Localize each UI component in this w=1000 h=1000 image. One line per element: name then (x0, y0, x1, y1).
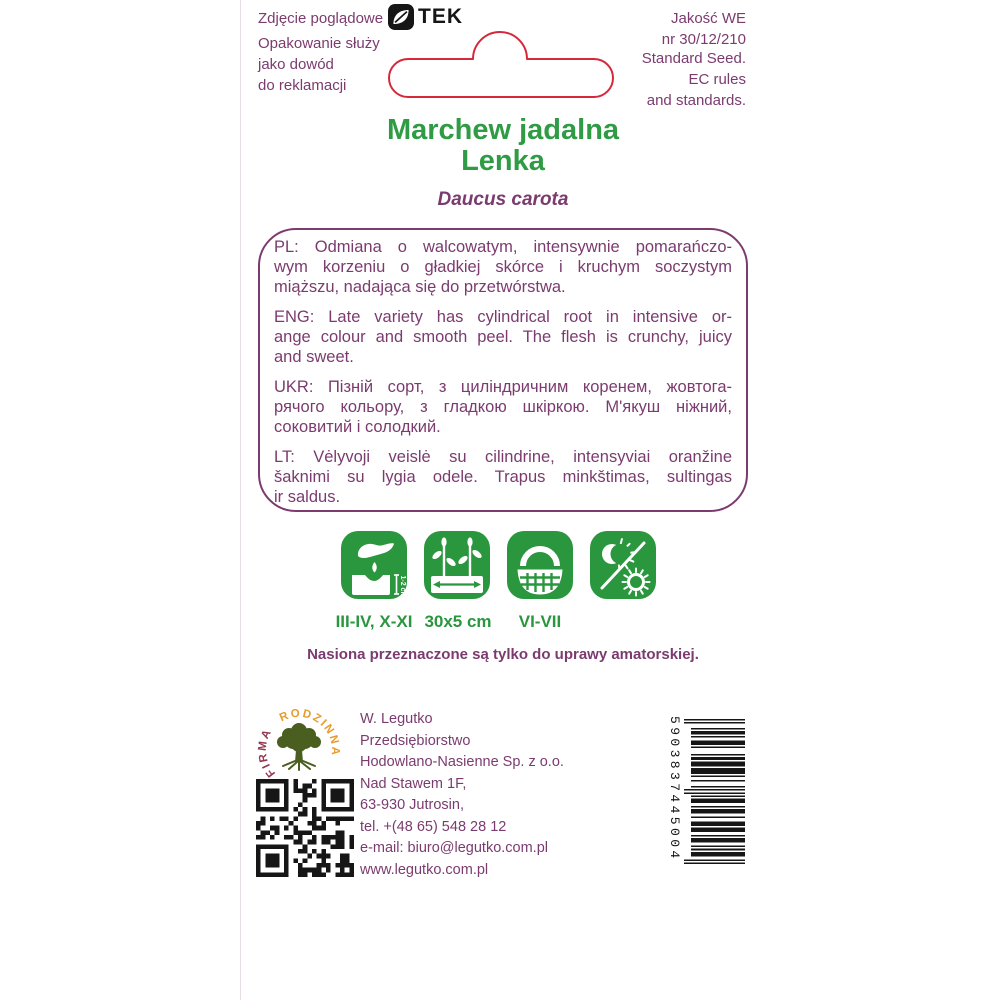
sowing-depth-icon (341, 531, 407, 599)
desc-line: wym korzeniu o gładkiej skórce i kruchym soczystym (274, 258, 732, 276)
price-label-outline (387, 31, 615, 100)
company-address (360, 709, 564, 881)
qr-code (256, 779, 354, 877)
product-title-line1: Marchew jadalna (386, 114, 620, 146)
logo-arc-firma: FIRMA (256, 726, 278, 780)
tek-wordmark: TEK (418, 5, 463, 28)
photo-note: Zdjęcie poglądowe (258, 10, 384, 27)
latin-name: Daucus carota (437, 189, 569, 210)
description-box (258, 228, 748, 512)
packet-fold-line (240, 0, 241, 1000)
standard-line: EC rules (688, 71, 746, 88)
address-line: Przedsiębiorstwo (360, 732, 471, 749)
desc-line: LT: Vėlyvoji veislė su cilindrine, intensyviai oranžine (274, 448, 732, 466)
logo-arc-rodzinna: RODZINNA (277, 707, 342, 758)
address-line: www.legutko.com.pl (360, 861, 489, 878)
spacing-label: 30x5 cm (424, 612, 492, 631)
desc-line: соковитий і солодкий. (274, 418, 441, 436)
desc-line: and sweet. (274, 348, 354, 366)
packaging-note-line: Opakowanie służy (258, 35, 380, 52)
amateur-use-note: Nasiona przeznaczone są tylko do uprawy amatorskiej. (307, 646, 699, 663)
standard-line: and standards. (646, 92, 746, 109)
product-title (258, 115, 748, 177)
desc-line: ange colour and smooth peel. The flesh is crunchy, juicy (274, 328, 732, 346)
desc-line: ir saldus. (274, 488, 341, 506)
address-line: W. Legutko (360, 711, 433, 727)
product-title-line2: Lenka (461, 145, 545, 177)
desc-line: miąższu, nadająca się do przetwórstwa. (274, 278, 566, 296)
packaging-note-line: do reklamacji (258, 77, 347, 94)
tree-roots (283, 761, 315, 770)
sow-depth-text: 1-2 cm (399, 575, 406, 598)
spacing-icon (424, 531, 490, 599)
packaging-note (258, 33, 380, 96)
barcode-bars (684, 719, 745, 864)
barcode-digits: 5903837445004 (667, 716, 682, 862)
sun-partial-shade-icon (590, 531, 656, 599)
standard-note (596, 48, 746, 111)
desc-line: ENG: Late variety has cylindrical root in intensive or- (274, 308, 732, 326)
desc-line: PL: Odmiana o walcowatym, intensywnie pomarańczo- (274, 238, 732, 256)
address-line: 63-930 Jutrosin, (360, 797, 464, 813)
quality-note (596, 8, 746, 50)
packaging-note-line: jako dowód (258, 56, 334, 73)
oak-tree-icon (277, 723, 321, 762)
address-line: Hodowlano-Nasienne Sp. z o.o. (360, 754, 564, 770)
address-line: tel. +(48 65) 548 28 12 (360, 818, 507, 835)
harvest-basket-icon (507, 531, 573, 599)
address-line: e-mail: biuro@legutko.com.pl (360, 840, 548, 856)
leaf-icon (388, 4, 414, 30)
desc-line: UKR: Пізній сорт, з циліндричним коренем, жовтога- (274, 378, 732, 396)
desc-line: рячого кольору, з гладкою шкіркою. М'якуш ніжний, (274, 398, 732, 416)
desc-line: šaknimi su lygia odele. Trapus minkštimas, sultingas (274, 468, 732, 486)
harvest-period-label: VI-VII (518, 612, 562, 631)
address-line: Nad Stawem 1F, (360, 775, 467, 792)
sowing-period-label: III-IV, X-XI (335, 612, 413, 631)
quality-line: nr 30/12/210 (661, 31, 746, 48)
standard-line: Standard Seed. (641, 50, 746, 67)
quality-line: Jakość WE (670, 10, 746, 27)
tek-logo (388, 4, 463, 30)
